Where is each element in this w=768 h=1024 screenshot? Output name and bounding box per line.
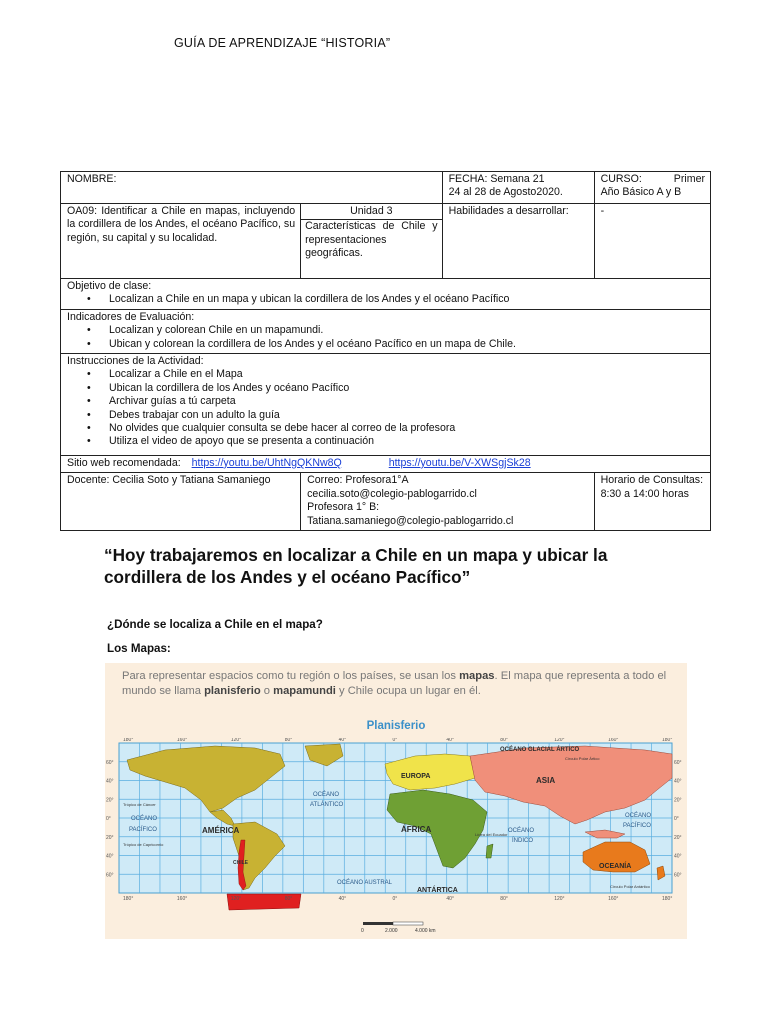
lesson-quote: “Hoy trabajaremos en localizar a Chile en un mapa y ubicar la cordillera de los Andes y el océano Pacífico”	[104, 545, 608, 587]
indicador-item: • Ubican y colorean la cordillera de los Andes y el océano Pacífico en un mapa de Chile.	[109, 338, 705, 351]
latitude-label: 40°	[106, 778, 114, 785]
instruccion-item: • No olvides que cualquier consulta se debe hacer al correo de la profesora	[109, 422, 705, 435]
oceania-label: OCEANÍA	[599, 863, 632, 870]
polar-artic-label: Círculo Polar Ártico	[565, 756, 600, 761]
longitude-label: 80°	[500, 738, 508, 743]
longitude-label: 160°	[608, 896, 619, 902]
longitude-label: 180°	[123, 896, 134, 902]
polar-antartic-label: Círculo Polar Antártico	[610, 884, 650, 889]
nombre-cell	[61, 172, 443, 204]
docente-cell	[61, 473, 301, 531]
unidad-cell	[301, 204, 442, 279]
longitude-label: 180°	[662, 896, 673, 902]
habilidades-value-cell	[594, 204, 710, 279]
latitude-label: 60°	[106, 872, 114, 879]
latitude-label: 0°	[674, 816, 679, 822]
map-intro	[122, 669, 672, 698]
africa-label: ÁFRICA	[401, 825, 432, 834]
instruccion-item: • Debes trabajar con un adulto la guía	[109, 409, 705, 422]
correo-email-1: cecilia.soto@colegio-pablogarrido.cl	[307, 487, 477, 500]
habilidades-cell	[442, 204, 594, 279]
longitude-label: 120°	[554, 896, 565, 902]
correo-line3: Profesora 1° B:	[307, 501, 380, 514]
longitude-label: 180°	[123, 738, 134, 743]
info-table	[60, 171, 711, 531]
instrucciones-cell	[61, 354, 711, 456]
document-title: GUÍA DE APRENDIZAJE “HISTORIA”	[174, 36, 391, 50]
objetivo-list	[67, 293, 705, 306]
fecha-line1: FECHA: Semana 21	[448, 173, 545, 185]
instruccion-item: • Archivar guías a tú carpeta	[109, 395, 705, 408]
latitude-label: 60°	[106, 759, 114, 766]
indicadores-cell	[61, 309, 711, 353]
europa-label: EUROPA	[401, 773, 431, 780]
longitude-label: 120°	[554, 738, 565, 743]
section-heading: Los Mapas:	[107, 642, 171, 655]
objetivo-cell	[61, 279, 711, 310]
scale-2000: 2.000	[385, 928, 398, 934]
indicadores-label: Indicadores de Evaluación:	[67, 310, 195, 323]
map-intro-bold2: planisferio	[204, 684, 261, 697]
longitude-label: 40°	[446, 738, 454, 743]
nombre-label: NOMBRE:	[67, 173, 117, 185]
longitude-label: 40°	[338, 738, 347, 743]
longitude-label: 80°	[284, 896, 293, 902]
longitude-label: 120°	[230, 738, 242, 743]
horario-text: Horario de Consultas: 8:30 a 14:00 horas	[600, 474, 704, 500]
tropic-cancer-label: Trópico de Cáncer	[123, 802, 156, 807]
fecha-line2: 24 al 28 de Agosto2020.	[448, 186, 563, 199]
map-intro-part2: . El mapa que representa a todo el mundo se llama	[122, 670, 667, 697]
latitude-label: 40°	[106, 853, 114, 860]
antartica-label: ANTÁRTICA	[417, 887, 458, 894]
scale-0: 0	[361, 928, 364, 934]
longitude-label: 180°	[662, 738, 673, 743]
latitude-label: 60°	[674, 759, 682, 766]
instruccion-item: • Ubican la cordillera de los Andes y océano Pacífico	[109, 382, 705, 395]
horario-cell	[594, 473, 710, 531]
glacial-label: OCÉANO GLACIAL ÁRTICO	[500, 747, 580, 753]
pacific-east-label-2: PACÍFICO	[623, 823, 651, 829]
objetivo-label: Objetivo de clase:	[67, 280, 152, 292]
latitude-label: 60°	[674, 872, 682, 879]
longitude-label: 0°	[392, 738, 398, 743]
unidad-text: Características de Chile y representaciones geográficas.	[305, 220, 438, 260]
instruccion-item: • Localizar a Chile en el Mapa	[109, 368, 705, 381]
correo-cell	[301, 473, 594, 531]
video-link-2[interactable]: https://youtu.be/V-XWSgjSk28	[388, 456, 531, 469]
correo-email-2: Tatiana.samaniego@colegio-pablogarrido.cl	[307, 514, 514, 527]
longitude-label: 160°	[176, 738, 188, 743]
latitude-label: 40°	[674, 853, 682, 860]
pacific-east-label-1: OCÉANO	[625, 813, 652, 819]
scale-4000: 4.000 km	[415, 928, 436, 934]
map-intro-bold1: mapas	[459, 670, 495, 682]
chile-label: CHILE	[233, 860, 248, 866]
longitude-label: 160°	[608, 738, 619, 743]
pacific-west-label-2: PACÍFICO	[129, 827, 157, 833]
video-link-1[interactable]: https://youtu.be/UhtNgQKNw8Q	[191, 456, 342, 469]
longitude-label: 160°	[176, 896, 188, 902]
web-cell	[61, 455, 711, 472]
map-intro-part1: Para representar espacios como tu región o los países, se usan los	[122, 670, 460, 682]
asia-label: ASIA	[536, 776, 556, 785]
curso-line1: CURSO: Primer	[600, 173, 705, 185]
map-intro-part3: o	[260, 684, 274, 697]
indian-label-2: ÍNDICO	[512, 838, 533, 844]
longitude-label: 80°	[500, 896, 508, 902]
unidad-label: Unidad 3	[301, 204, 441, 220]
longitude-label: 120°	[230, 896, 242, 902]
atlantic-label-2: ATLÁNTICO	[310, 802, 344, 808]
map-intro-bold3: mapamundi	[273, 684, 336, 697]
longitude-label: 80°	[284, 738, 293, 743]
oa-text: OA09: Identificar a Chile en mapas, incluyendo la cordillera de los Andes, el océano Pacífico, su región, su capital y su localidad.	[67, 205, 296, 244]
instruccion-item: • Utiliza el video de apoyo que se presenta a continuación	[109, 435, 705, 448]
map-panel	[105, 663, 687, 939]
correo-line1: Correo: Profesora1°A	[307, 474, 409, 487]
austral-label: OCÉANO AUSTRAL	[337, 880, 393, 886]
tropic-capricorn-label: Trópico de Capricornio	[123, 842, 164, 847]
habilidades-label: Habilidades a desarrollar:	[448, 205, 569, 217]
map-intro-part4: y Chile ocupa un lugar en él.	[335, 684, 481, 697]
america-label: AMÉRICA	[202, 826, 240, 835]
oa-cell	[61, 204, 301, 279]
question-heading: ¿Dónde se localiza a Chile en el mapa?	[107, 618, 323, 631]
latitude-label: 0°	[106, 816, 111, 822]
latitude-label: 40°	[674, 778, 682, 785]
curso-line2: Año Básico A y B	[600, 186, 682, 199]
latitude-label: 20°	[674, 834, 682, 841]
latitude-label: 20°	[106, 834, 114, 841]
fecha-cell	[442, 172, 594, 204]
instrucciones-label: Instrucciones de la Actividad:	[67, 355, 204, 368]
ecuador-label: Línea del Ecuador	[475, 832, 508, 837]
habilidades-value: -	[600, 205, 605, 217]
indicadores-list	[67, 324, 705, 351]
indian-label-1: OCÉANO	[508, 828, 535, 834]
longitude-label: 40°	[446, 896, 454, 902]
latitude-label: 20°	[106, 797, 114, 804]
world-map	[105, 738, 687, 939]
longitude-label: 0°	[392, 896, 398, 902]
instrucciones-list	[67, 368, 705, 448]
latitude-label: 20°	[674, 797, 682, 804]
atlantic-label-1: OCÉANO	[313, 792, 340, 798]
curso-cell	[594, 172, 710, 204]
pacific-west-label-1: OCÉANO	[131, 816, 158, 822]
objetivo-item: • Localizan a Chile en un mapa y ubican la cordillera de los Andes y el océano Pacífico	[109, 293, 705, 306]
docente-text: Docente: Cecilia Soto y Tatiana Samaniego	[67, 474, 271, 487]
map-title: Planisferio	[366, 720, 426, 732]
indicador-item: • Localizan y colorean Chile en un mapamundi.	[109, 324, 705, 337]
longitude-label: 40°	[338, 896, 347, 902]
web-label: Sitio web recomendada:	[67, 456, 181, 469]
